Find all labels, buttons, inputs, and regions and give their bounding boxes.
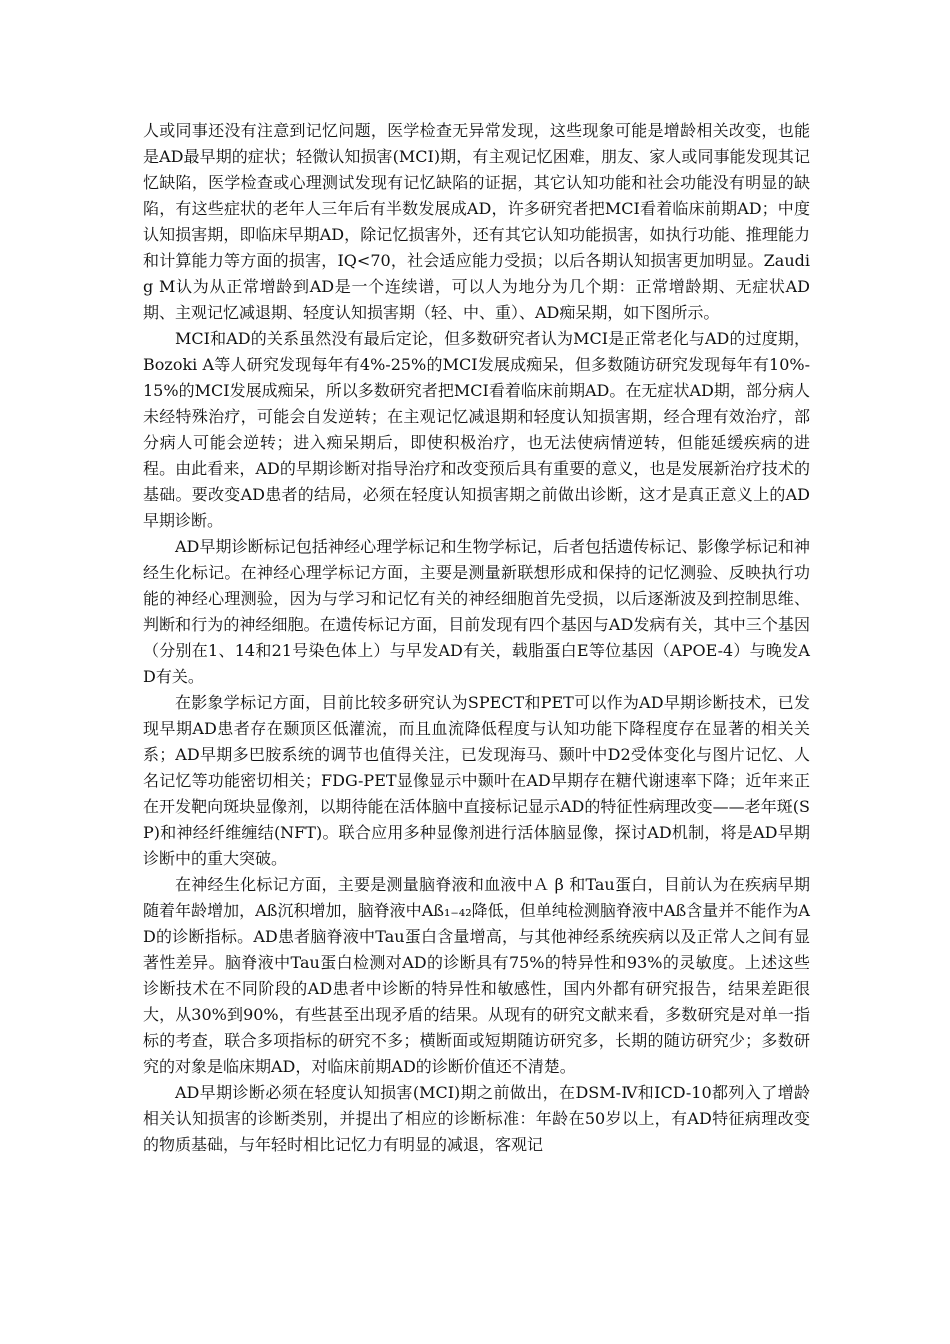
document-page <box>143 118 810 1158</box>
paragraph-early-diagnosis-criteria: AD早期诊断必须在轻度认知损害(MCI)期之前做出，在DSM-Ⅳ和ICD-10都列入了增龄相关认知损害的诊断类别，并提出了相应的诊断标准：年龄在50岁以上，有AD特征病理改变的物质基础，与年轻时相比记忆力有明显的减退，客观记 <box>143 1083 810 1154</box>
paragraph-imaging-markers: 在影象学标记方面，目前比较多研究认为SPECT和PET可以作为AD早期诊断技术，已发现早期AD患者存在颞顶区低灌流，而且血流降低程度与认知功能下降程度存在显著的相关关系；AD早期多巴胺系统的调节也值得关注，已发现海马、颞叶中D2受体变化与图片记忆、人名记忆等功能密切相关；FDG-PET显像显示中颞叶在AD早期存在糖代谢速率下降；近年来正在开发靶向斑块显像剂，以期待能在活体脑中直接标记显示AD的特征性病理改变——老年斑(SP)和神经纤维缠结(NFT)。联合应用多种显像剂进行活体脑显像，探讨AD机制，将是AD早期诊断中的重大突破。 <box>143 693 810 868</box>
paragraph-diagnostic-markers: AD早期诊断标记包括神经心理学标记和生物学标记，后者包括遗传标记、影像学标记和神经生化标记。在神经心理学标记方面，主要是测量新联想形成和保持的记忆测验、反映执行功能的神经心理测验，因为与学习和记忆有关的神经细胞首先受损，以后逐渐波及到控制思维、判断和行为的神经细胞。在遗传标记方面，目前发现有四个基因与AD发病有关，其中三个基因（分别在1、14和21号染色体上）与早发AD有关，载脂蛋白E等位基因（APOE-4）与晚发AD有关。 <box>143 537 810 686</box>
paragraph-1-continuation: 人或同事还没有注意到记忆问题，医学检查无异常发现，这些现象可能是增龄相关改变，也能是AD最早期的症状；轻微认知损害(MCI)期，有主观记忆困难，朋友、家人或同事能发现其记忆缺陷，医学检查或心理测试发现有记忆缺陷的证据，其它认知功能和社会功能没有明显的缺陷，有这些症状的老年人三年后有半数发展成AD，许多研究者把MCI看着临床前期AD；中度认知损害期，即临床早期AD，除记忆损害外，还有其它认知功能损害，如执行功能、推理能力和计算能力等方面的损害，IQ<70，社会适应能力受损；以后各期认知损害更加明显。Zaudig M认为从正常增龄到AD是一个连续谱，可以人为地分为几个期：正常增龄期、无症状AD期、主观记忆减退期、轻度认知损害期（轻、中、重）、AD痴呆期，如下图所示。 <box>143 121 810 322</box>
paragraph-neurochemical-markers: 在神经生化标记方面，主要是测量脑脊液和血液中Ａ β 和Tau蛋白，目前认为在疾病早期随着年龄增加，Aß沉积增加，脑脊液中Aß₁₋₄₂降低，但单纯检测脑脊液中Aß含量并不能作为AD的诊断指标。AD患者脑脊液中Tau蛋白含量增高，与其他神经系统疾病以及正常人之间有显著性差异。脑脊液中Tau蛋白检测对AD的诊断具有75%的特异性和93%的灵敏度。上述这些诊断技术在不同阶段的AD患者中诊断的特异性和敏感性，国内外都有研究报告，结果差距很大，从30%到90%，有些甚至出现矛盾的结果。从现有的研究文献来看，多数研究是对单一指标的考查，联合多项指标的研究不多；横断面或短期随访研究多，长期的随访研究少；多数研究的对象是临床期AD，对临床前期AD的诊断价值还不清楚。 <box>143 875 810 1076</box>
paragraph-mci-ad-relationship: MCI和AD的关系虽然没有最后定论，但多数研究者认为MCI是正常老化与AD的过度期，Bozoki A等人研究发现每年有4%-25%的MCI发展成痴呆，但多数随访研究发现每年有10%-15%的MCI发展成痴呆，所以多数研究者把MCI看着临床前期AD。在无症状AD期，部分病人未经特殊治疗，可能会自发逆转；在主观记忆减退期和轻度认知损害期，经合理有效治疗，部分病人可能会逆转；进入痴呆期后，即使积极治疗，也无法使病情逆转，但能延缓疾病的进程。由此看来，AD的早期诊断对指导治疗和改变预后具有重要的意义，也是发展新治疗技术的基础。要改变AD患者的结局，必须在轻度认知损害期之前做出诊断，这才是真正意义上的AD早期诊断。 <box>143 329 810 530</box>
